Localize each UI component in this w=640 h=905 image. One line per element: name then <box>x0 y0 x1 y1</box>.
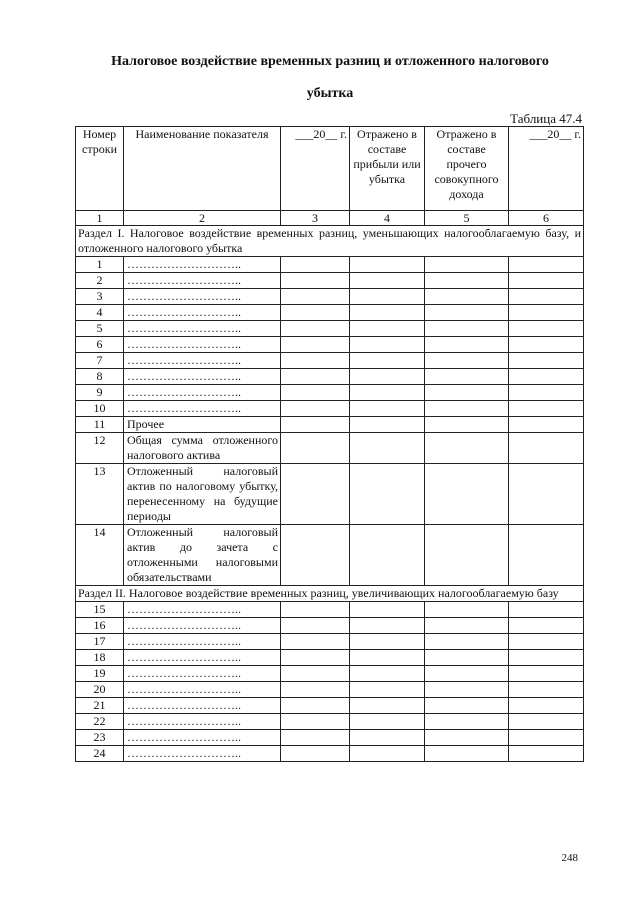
column-number: 3 <box>281 211 350 226</box>
value-cell[interactable] <box>425 289 509 305</box>
row-indicator-name: ……………………….. <box>124 385 281 401</box>
value-cell[interactable] <box>425 464 509 525</box>
value-cell[interactable] <box>350 417 425 433</box>
value-cell[interactable] <box>281 433 350 464</box>
row-number: 2 <box>76 273 124 289</box>
value-cell[interactable] <box>281 746 350 762</box>
row-indicator-name: ……………………….. <box>124 369 281 385</box>
table-row <box>76 666 584 682</box>
row-indicator-name: ……………………….. <box>124 666 281 682</box>
row-indicator-name: Отложенный налоговый актив по налоговому убытку, перенесенному на будущие периоды <box>124 464 281 525</box>
value-cell[interactable] <box>281 385 350 401</box>
row-indicator-name: Прочее <box>124 417 281 433</box>
value-cell[interactable] <box>350 666 425 682</box>
value-cell[interactable] <box>350 337 425 353</box>
row-number: 8 <box>76 369 124 385</box>
row-indicator-name: ……………………….. <box>124 321 281 337</box>
table-row <box>76 401 584 417</box>
column-number: 5 <box>425 211 509 226</box>
header-year-start: ___20__ г. <box>281 127 350 211</box>
table-row <box>76 682 584 698</box>
row-indicator-name: ……………………….. <box>124 305 281 321</box>
column-number: 4 <box>350 211 425 226</box>
value-cell[interactable] <box>425 369 509 385</box>
value-cell[interactable] <box>350 401 425 417</box>
value-cell[interactable] <box>350 257 425 273</box>
row-indicator-name: Общая сумма отложенного налогового актива <box>124 433 281 464</box>
row-number: 10 <box>76 401 124 417</box>
row-number: 5 <box>76 321 124 337</box>
value-cell[interactable] <box>281 618 350 634</box>
value-cell[interactable] <box>281 682 350 698</box>
value-cell[interactable] <box>281 273 350 289</box>
value-cell[interactable] <box>281 337 350 353</box>
value-cell[interactable] <box>509 730 584 746</box>
row-number: 6 <box>76 337 124 353</box>
value-cell[interactable] <box>425 698 509 714</box>
table-row <box>76 257 584 273</box>
value-cell[interactable] <box>509 525 584 586</box>
row-indicator-name: ……………………….. <box>124 730 281 746</box>
value-cell[interactable] <box>509 321 584 337</box>
value-cell[interactable] <box>350 618 425 634</box>
value-cell[interactable] <box>425 650 509 666</box>
row-indicator-name: ……………………….. <box>124 353 281 369</box>
column-number: 6 <box>509 211 584 226</box>
value-cell[interactable] <box>350 385 425 401</box>
column-number: 1 <box>76 211 124 226</box>
value-cell[interactable] <box>509 666 584 682</box>
value-cell[interactable] <box>509 337 584 353</box>
table-row <box>76 698 584 714</box>
table-row <box>76 525 584 586</box>
value-cell[interactable] <box>281 698 350 714</box>
value-cell[interactable] <box>350 353 425 369</box>
table-row <box>76 385 584 401</box>
table-row <box>76 464 584 525</box>
row-number: 11 <box>76 417 124 433</box>
value-cell[interactable] <box>425 730 509 746</box>
section-2-row <box>76 586 584 602</box>
value-cell[interactable] <box>425 433 509 464</box>
table-row <box>76 305 584 321</box>
value-cell[interactable] <box>425 602 509 618</box>
value-cell[interactable] <box>509 464 584 525</box>
value-cell[interactable] <box>281 666 350 682</box>
row-number: 16 <box>76 618 124 634</box>
value-cell[interactable] <box>281 305 350 321</box>
row-number: 14 <box>76 525 124 586</box>
value-cell[interactable] <box>509 257 584 273</box>
value-cell[interactable] <box>350 650 425 666</box>
value-cell[interactable] <box>425 401 509 417</box>
row-number: 15 <box>76 602 124 618</box>
value-cell[interactable] <box>509 385 584 401</box>
column-number: 2 <box>124 211 281 226</box>
value-cell[interactable] <box>425 257 509 273</box>
row-number: 21 <box>76 698 124 714</box>
row-indicator-name: ……………………….. <box>124 257 281 273</box>
value-cell[interactable] <box>425 634 509 650</box>
document-title-line-1: Налоговое воздействие временных разниц и отложенного налогового <box>111 54 549 69</box>
value-cell[interactable] <box>350 746 425 762</box>
value-cell[interactable] <box>281 730 350 746</box>
row-number: 22 <box>76 714 124 730</box>
value-cell[interactable] <box>509 401 584 417</box>
value-cell[interactable] <box>509 618 584 634</box>
value-cell[interactable] <box>350 634 425 650</box>
value-cell[interactable] <box>425 353 509 369</box>
value-cell[interactable] <box>425 321 509 337</box>
value-cell[interactable] <box>281 289 350 305</box>
section-2-title: Раздел II. Налоговое воздействие временных разниц, увеличивающих налогооблагаемую базу <box>76 586 584 602</box>
table-row <box>76 714 584 730</box>
table-row <box>76 618 584 634</box>
value-cell[interactable] <box>425 682 509 698</box>
value-cell[interactable] <box>281 650 350 666</box>
tax-effect-table <box>75 126 584 762</box>
row-number: 18 <box>76 650 124 666</box>
row-indicator-name: ……………………….. <box>124 714 281 730</box>
table-row <box>76 417 584 433</box>
value-cell[interactable] <box>350 369 425 385</box>
table-row <box>76 650 584 666</box>
table-header-row <box>76 127 584 211</box>
value-cell[interactable] <box>425 385 509 401</box>
header-indicator-name: Наименование показателя <box>124 127 281 211</box>
row-number: 1 <box>76 257 124 273</box>
value-cell[interactable] <box>425 305 509 321</box>
row-indicator-name: ……………………….. <box>124 337 281 353</box>
header-year-end: ___20__ г. <box>509 127 584 211</box>
value-cell[interactable] <box>281 602 350 618</box>
section-1-title: Раздел I. Налоговое воздействие временных разниц, уменьшающих налогооблагаемую базу, и отложенного налогового убытка <box>76 226 584 257</box>
row-indicator-name: ……………………….. <box>124 289 281 305</box>
value-cell[interactable] <box>509 602 584 618</box>
document-title-line-2: убытка <box>306 86 354 101</box>
header-row-number: Номер строки <box>76 127 124 211</box>
table-row <box>76 273 584 289</box>
value-cell[interactable] <box>281 353 350 369</box>
value-cell[interactable] <box>350 682 425 698</box>
row-number: 7 <box>76 353 124 369</box>
value-cell[interactable] <box>281 714 350 730</box>
row-indicator-name: ……………………….. <box>124 650 281 666</box>
row-number: 24 <box>76 746 124 762</box>
value-cell[interactable] <box>281 417 350 433</box>
value-cell[interactable] <box>509 273 584 289</box>
row-indicator-name: ……………………….. <box>124 698 281 714</box>
row-number: 4 <box>76 305 124 321</box>
table-row <box>76 433 584 464</box>
value-cell[interactable] <box>281 401 350 417</box>
page-number: 248 <box>561 852 578 864</box>
value-cell[interactable] <box>425 417 509 433</box>
value-cell[interactable] <box>425 273 509 289</box>
value-cell[interactable] <box>509 369 584 385</box>
value-cell[interactable] <box>350 289 425 305</box>
row-number: 23 <box>76 730 124 746</box>
value-cell[interactable] <box>509 714 584 730</box>
table-label: Таблица 47.4 <box>510 111 582 126</box>
value-cell[interactable] <box>425 525 509 586</box>
value-cell[interactable] <box>350 305 425 321</box>
value-cell[interactable] <box>281 634 350 650</box>
table-row <box>76 353 584 369</box>
value-cell[interactable] <box>350 433 425 464</box>
row-indicator-name: Отложенный налоговый актив до зачета с отложенными налоговыми обязательствами <box>124 525 281 586</box>
value-cell[interactable] <box>509 634 584 650</box>
header-profit-loss: Отражено в составе прибыли или убытка <box>350 127 425 211</box>
table-row <box>76 289 584 305</box>
table-row <box>76 337 584 353</box>
row-number: 17 <box>76 634 124 650</box>
value-cell[interactable] <box>350 321 425 337</box>
table-row <box>76 634 584 650</box>
row-indicator-name: ……………………….. <box>124 401 281 417</box>
table-row <box>76 730 584 746</box>
value-cell[interactable] <box>509 746 584 762</box>
row-number: 19 <box>76 666 124 682</box>
row-indicator-name: ……………………….. <box>124 746 281 762</box>
row-indicator-name: ……………………….. <box>124 682 281 698</box>
value-cell[interactable] <box>509 305 584 321</box>
row-number: 12 <box>76 433 124 464</box>
value-cell[interactable] <box>509 433 584 464</box>
column-numbers-row <box>76 211 584 226</box>
table-row <box>76 321 584 337</box>
value-cell[interactable] <box>350 464 425 525</box>
value-cell[interactable] <box>281 321 350 337</box>
value-cell[interactable] <box>281 525 350 586</box>
value-cell[interactable] <box>350 273 425 289</box>
value-cell[interactable] <box>350 602 425 618</box>
table-row <box>76 602 584 618</box>
value-cell[interactable] <box>425 714 509 730</box>
value-cell[interactable] <box>425 746 509 762</box>
row-number: 20 <box>76 682 124 698</box>
value-cell[interactable] <box>425 666 509 682</box>
row-indicator-name: ……………………….. <box>124 602 281 618</box>
row-indicator-name: ……………………….. <box>124 273 281 289</box>
row-number: 3 <box>76 289 124 305</box>
value-cell[interactable] <box>281 257 350 273</box>
table-row <box>76 746 584 762</box>
value-cell[interactable] <box>509 417 584 433</box>
value-cell[interactable] <box>509 650 584 666</box>
row-number: 13 <box>76 464 124 525</box>
value-cell[interactable] <box>350 730 425 746</box>
value-cell[interactable] <box>350 525 425 586</box>
value-cell[interactable] <box>350 698 425 714</box>
value-cell[interactable] <box>281 369 350 385</box>
header-other-comprehensive-income: Отражено в составе прочего совокупного дохода <box>425 127 509 211</box>
value-cell[interactable] <box>509 682 584 698</box>
value-cell[interactable] <box>509 698 584 714</box>
value-cell[interactable] <box>425 337 509 353</box>
table-row <box>76 369 584 385</box>
section-1-row <box>76 226 584 257</box>
row-indicator-name: ……………………….. <box>124 618 281 634</box>
value-cell[interactable] <box>350 714 425 730</box>
value-cell[interactable] <box>281 464 350 525</box>
row-number: 9 <box>76 385 124 401</box>
value-cell[interactable] <box>509 353 584 369</box>
value-cell[interactable] <box>509 289 584 305</box>
value-cell[interactable] <box>425 618 509 634</box>
row-indicator-name: ……………………….. <box>124 634 281 650</box>
